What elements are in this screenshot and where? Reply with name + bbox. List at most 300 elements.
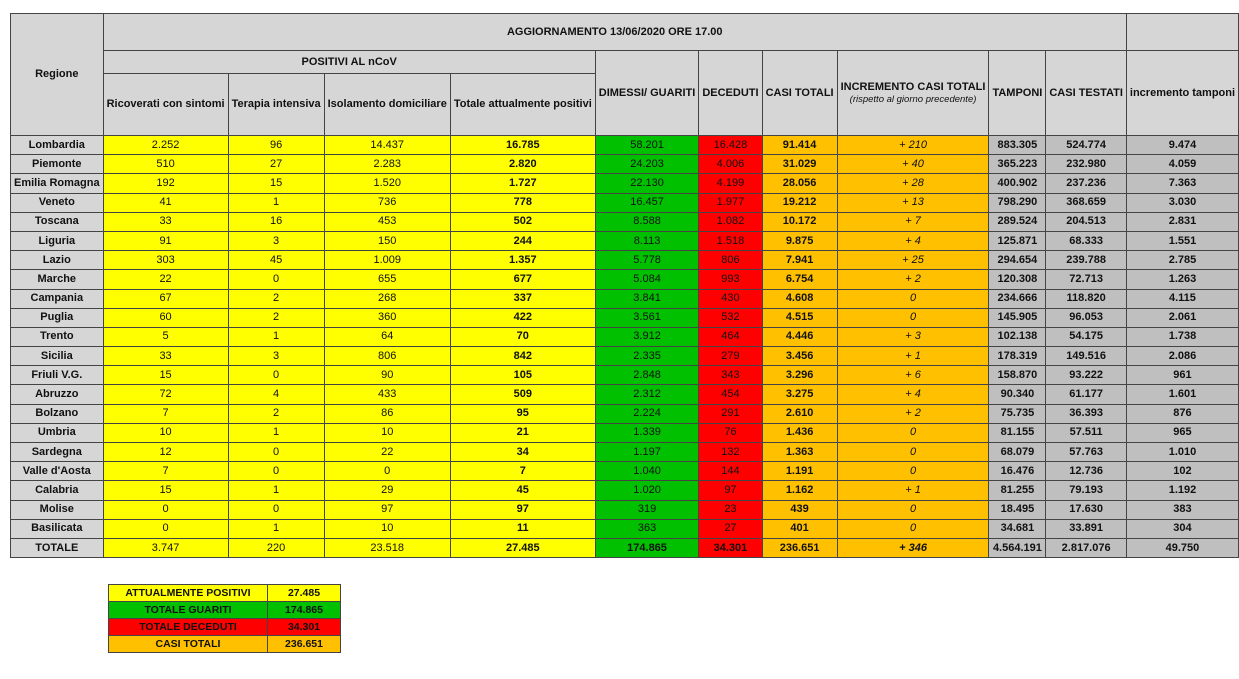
- cell-regione: Lazio: [11, 251, 104, 270]
- cell-ricoverati: 7: [103, 404, 228, 423]
- header-deceduti: DECEDUTI: [699, 51, 762, 136]
- cell-incremento-tamponi: 49.750: [1126, 538, 1238, 557]
- cell-tamponi: 81.255: [989, 481, 1046, 500]
- cell-deceduti: 343: [699, 366, 762, 385]
- cell-totale-positivi: 778: [450, 193, 595, 212]
- cell-casi-totali: 1.436: [762, 423, 837, 442]
- summary-legend: [108, 584, 341, 653]
- cell-incremento-tamponi: 4.059: [1126, 155, 1238, 174]
- cell-dimessi: 58.201: [595, 136, 699, 155]
- cell-isolamento: 736: [324, 193, 450, 212]
- cell-casi-testati: 368.659: [1046, 193, 1127, 212]
- cell-terapia: 27: [228, 155, 324, 174]
- cell-regione: Sicilia: [11, 347, 104, 366]
- cell-casi-testati: 68.333: [1046, 231, 1127, 250]
- cell-dimessi: 24.203: [595, 155, 699, 174]
- total-row: [11, 538, 1239, 557]
- cell-incremento: 0: [837, 289, 989, 308]
- cell-terapia: 0: [228, 270, 324, 289]
- cell-terapia: 16: [228, 212, 324, 231]
- table-row: [11, 347, 1239, 366]
- cell-deceduti: 4.199: [699, 174, 762, 193]
- cell-deceduti: 144: [699, 462, 762, 481]
- cell-ricoverati: 0: [103, 519, 228, 538]
- cell-casi-totali: 4.515: [762, 308, 837, 327]
- header-casi-testati: CASI TESTATI: [1046, 51, 1127, 136]
- cell-ricoverati: 303: [103, 251, 228, 270]
- cell-incremento: + 7: [837, 212, 989, 231]
- cell-casi-totali: 439: [762, 500, 837, 519]
- cell-incremento-tamponi: 1.263: [1126, 270, 1238, 289]
- cell-dimessi: 2.335: [595, 347, 699, 366]
- cell-casi-totali: 3.456: [762, 347, 837, 366]
- table-row: [11, 289, 1239, 308]
- cell-totale-positivi: 1.727: [450, 174, 595, 193]
- cell-dimessi: 1.197: [595, 443, 699, 462]
- cell-incremento: 0: [837, 308, 989, 327]
- cell-ricoverati: 15: [103, 366, 228, 385]
- cell-terapia: 15: [228, 174, 324, 193]
- cell-incremento-tamponi: 1.010: [1126, 443, 1238, 462]
- cell-casi-totali: 10.172: [762, 212, 837, 231]
- cell-terapia: 3: [228, 347, 324, 366]
- cell-ricoverati: 60: [103, 308, 228, 327]
- cell-tamponi: 883.305: [989, 136, 1046, 155]
- cell-incremento-tamponi: 965: [1126, 423, 1238, 442]
- table-row: [11, 212, 1239, 231]
- cell-casi-totali: 3.275: [762, 385, 837, 404]
- cell-terapia: 1: [228, 481, 324, 500]
- header-regione: Regione: [11, 14, 104, 136]
- cell-ricoverati: 192: [103, 174, 228, 193]
- cell-totale-positivi: 27.485: [450, 538, 595, 557]
- cell-deceduti: 430: [699, 289, 762, 308]
- cell-casi-totali: 3.296: [762, 366, 837, 385]
- cell-casi-testati: 36.393: [1046, 404, 1127, 423]
- cell-dimessi: 2.312: [595, 385, 699, 404]
- legend-label: CASI TOTALI: [109, 636, 268, 653]
- cell-ricoverati: 0: [103, 500, 228, 519]
- cell-casi-testati: 33.891: [1046, 519, 1127, 538]
- cell-dimessi: 1.339: [595, 423, 699, 442]
- cell-regione: Lombardia: [11, 136, 104, 155]
- cell-tamponi: 4.564.191: [989, 538, 1046, 557]
- cell-tamponi: 75.735: [989, 404, 1046, 423]
- cell-isolamento: 453: [324, 212, 450, 231]
- cell-incremento: 0: [837, 519, 989, 538]
- cell-casi-totali: 401: [762, 519, 837, 538]
- cell-deceduti: 454: [699, 385, 762, 404]
- cell-isolamento: 268: [324, 289, 450, 308]
- cell-dimessi: 174.865: [595, 538, 699, 557]
- cell-tamponi: 798.290: [989, 193, 1046, 212]
- cell-isolamento: 29: [324, 481, 450, 500]
- cell-regione: Friuli V.G.: [11, 366, 104, 385]
- cell-ricoverati: 22: [103, 270, 228, 289]
- cell-tamponi: 158.870: [989, 366, 1046, 385]
- cell-totale-positivi: 422: [450, 308, 595, 327]
- cell-terapia: 4: [228, 385, 324, 404]
- table-row: [11, 519, 1239, 538]
- legend-label: ATTUALMENTE POSITIVI: [109, 585, 268, 602]
- cell-regione: Marche: [11, 270, 104, 289]
- cell-totale-positivi: 11: [450, 519, 595, 538]
- cell-dimessi: 22.130: [595, 174, 699, 193]
- cell-dimessi: 8.113: [595, 231, 699, 250]
- cell-terapia: 0: [228, 500, 324, 519]
- cell-incremento-tamponi: 2.086: [1126, 347, 1238, 366]
- cell-regione: Umbria: [11, 423, 104, 442]
- cell-isolamento: 655: [324, 270, 450, 289]
- table-row: [11, 404, 1239, 423]
- cell-deceduti: 97: [699, 481, 762, 500]
- cell-casi-totali: 6.754: [762, 270, 837, 289]
- table-body: [11, 136, 1239, 558]
- header-tamponi: TAMPONI: [989, 51, 1046, 136]
- cell-deceduti: 4.006: [699, 155, 762, 174]
- cell-dimessi: 2.848: [595, 366, 699, 385]
- cell-dimessi: 319: [595, 500, 699, 519]
- cell-tamponi: 145.905: [989, 308, 1046, 327]
- cell-incremento: 0: [837, 462, 989, 481]
- cell-regione: Liguria: [11, 231, 104, 250]
- cell-totale-positivi: 337: [450, 289, 595, 308]
- cell-deceduti: 1.977: [699, 193, 762, 212]
- cell-casi-totali: 236.651: [762, 538, 837, 557]
- cell-incremento-tamponi: 1.601: [1126, 385, 1238, 404]
- cell-dimessi: 16.457: [595, 193, 699, 212]
- cell-terapia: 0: [228, 462, 324, 481]
- cell-totale-positivi: 502: [450, 212, 595, 231]
- cell-incremento-tamponi: 9.474: [1126, 136, 1238, 155]
- cell-regione: Calabria: [11, 481, 104, 500]
- cell-tamponi: 400.902: [989, 174, 1046, 193]
- cell-totale-positivi: 95: [450, 404, 595, 423]
- cell-dimessi: 1.020: [595, 481, 699, 500]
- cell-regione: Abruzzo: [11, 385, 104, 404]
- covid-report: [10, 13, 1239, 558]
- cell-casi-totali: 1.191: [762, 462, 837, 481]
- cell-ricoverati: 41: [103, 193, 228, 212]
- table-row: [11, 270, 1239, 289]
- cell-incremento-tamponi: 2.831: [1126, 212, 1238, 231]
- cell-dimessi: 2.224: [595, 404, 699, 423]
- cell-incremento-tamponi: 2.785: [1126, 251, 1238, 270]
- cell-deceduti: 806: [699, 251, 762, 270]
- cell-deceduti: 1.518: [699, 231, 762, 250]
- cell-terapia: 0: [228, 443, 324, 462]
- cell-incremento: + 13: [837, 193, 989, 212]
- cell-incremento-tamponi: 1.551: [1126, 231, 1238, 250]
- cell-isolamento: 22: [324, 443, 450, 462]
- cell-incremento-tamponi: 1.738: [1126, 327, 1238, 346]
- header-incremento-tamponi: incremento tamponi: [1126, 51, 1238, 136]
- cell-casi-testati: 239.788: [1046, 251, 1127, 270]
- cell-incremento: + 210: [837, 136, 989, 155]
- cell-deceduti: 1.082: [699, 212, 762, 231]
- cell-terapia: 1: [228, 193, 324, 212]
- table-row: [11, 136, 1239, 155]
- cell-casi-totali: 1.162: [762, 481, 837, 500]
- legend-value: 27.485: [268, 585, 341, 602]
- legend-label: TOTALE DECEDUTI: [109, 619, 268, 636]
- table-row: [11, 327, 1239, 346]
- table-row: [11, 443, 1239, 462]
- cell-isolamento: 64: [324, 327, 450, 346]
- cell-isolamento: 806: [324, 347, 450, 366]
- cell-terapia: 45: [228, 251, 324, 270]
- cell-incremento: + 1: [837, 481, 989, 500]
- cell-incremento-tamponi: 876: [1126, 404, 1238, 423]
- cell-dimessi: 363: [595, 519, 699, 538]
- header-incremento-label: INCREMENTO CASI TOTALI: [840, 81, 986, 93]
- cell-terapia: 0: [228, 366, 324, 385]
- cell-ricoverati: 15: [103, 481, 228, 500]
- cell-regione: Trento: [11, 327, 104, 346]
- cell-casi-testati: 72.713: [1046, 270, 1127, 289]
- cell-tamponi: 234.666: [989, 289, 1046, 308]
- cell-incremento: + 3: [837, 327, 989, 346]
- cell-totale-positivi: 97: [450, 500, 595, 519]
- cell-deceduti: 464: [699, 327, 762, 346]
- cell-totale-positivi: 509: [450, 385, 595, 404]
- cell-casi-testati: 54.175: [1046, 327, 1127, 346]
- cell-regione: Valle d'Aosta: [11, 462, 104, 481]
- table-row: [11, 251, 1239, 270]
- legend-row: [109, 602, 341, 619]
- cell-tamponi: 125.871: [989, 231, 1046, 250]
- table-row: [11, 462, 1239, 481]
- table-row: [11, 366, 1239, 385]
- cell-isolamento: 433: [324, 385, 450, 404]
- cell-deceduti: 27: [699, 519, 762, 538]
- cell-casi-totali: 91.414: [762, 136, 837, 155]
- cell-ricoverati: 10: [103, 423, 228, 442]
- cell-deceduti: 34.301: [699, 538, 762, 557]
- cell-incremento: + 6: [837, 366, 989, 385]
- cell-casi-testati: 149.516: [1046, 347, 1127, 366]
- cell-regione: Emilia Romagna: [11, 174, 104, 193]
- cell-tamponi: 16.476: [989, 462, 1046, 481]
- legend-row: [109, 636, 341, 653]
- cell-incremento-tamponi: 961: [1126, 366, 1238, 385]
- table-row: [11, 308, 1239, 327]
- cell-ricoverati: 33: [103, 347, 228, 366]
- cell-deceduti: 76: [699, 423, 762, 442]
- cell-isolamento: 1.520: [324, 174, 450, 193]
- cell-incremento: + 4: [837, 385, 989, 404]
- header-terapia: Terapia intensiva: [228, 74, 324, 136]
- cell-dimessi: 8.588: [595, 212, 699, 231]
- table-row: [11, 231, 1239, 250]
- cell-ricoverati: 91: [103, 231, 228, 250]
- cell-deceduti: 993: [699, 270, 762, 289]
- cell-isolamento: 14.437: [324, 136, 450, 155]
- cell-casi-testati: 524.774: [1046, 136, 1127, 155]
- cell-regione: TOTALE: [11, 538, 104, 557]
- cell-tamponi: 34.681: [989, 519, 1046, 538]
- cell-dimessi: 3.912: [595, 327, 699, 346]
- cell-tamponi: 289.524: [989, 212, 1046, 231]
- cell-isolamento: 10: [324, 519, 450, 538]
- cell-incremento: 0: [837, 500, 989, 519]
- cell-terapia: 1: [228, 423, 324, 442]
- cell-ricoverati: 7: [103, 462, 228, 481]
- cell-terapia: 2: [228, 308, 324, 327]
- cell-totale-positivi: 677: [450, 270, 595, 289]
- legend-row: [109, 585, 341, 602]
- cell-incremento: + 40: [837, 155, 989, 174]
- cell-incremento: 0: [837, 423, 989, 442]
- cell-isolamento: 360: [324, 308, 450, 327]
- header-blank: [1126, 14, 1238, 51]
- cell-regione: Molise: [11, 500, 104, 519]
- cell-terapia: 3: [228, 231, 324, 250]
- header-totale-positivi: Totale attualmente positivi: [450, 74, 595, 136]
- legend-value: 34.301: [268, 619, 341, 636]
- cell-totale-positivi: 16.785: [450, 136, 595, 155]
- regional-data-table: [10, 13, 1239, 558]
- cell-totale-positivi: 70: [450, 327, 595, 346]
- cell-totale-positivi: 1.357: [450, 251, 595, 270]
- cell-isolamento: 2.283: [324, 155, 450, 174]
- cell-regione: Toscana: [11, 212, 104, 231]
- cell-tamponi: 68.079: [989, 443, 1046, 462]
- cell-dimessi: 1.040: [595, 462, 699, 481]
- cell-regione: Campania: [11, 289, 104, 308]
- cell-isolamento: 86: [324, 404, 450, 423]
- cell-terapia: 96: [228, 136, 324, 155]
- cell-casi-totali: 1.363: [762, 443, 837, 462]
- cell-dimessi: 5.778: [595, 251, 699, 270]
- cell-dimessi: 5.084: [595, 270, 699, 289]
- cell-incremento: + 346: [837, 538, 989, 557]
- cell-incremento: + 28: [837, 174, 989, 193]
- cell-casi-totali: 4.446: [762, 327, 837, 346]
- cell-tamponi: 102.138: [989, 327, 1046, 346]
- cell-incremento: + 2: [837, 404, 989, 423]
- cell-casi-testati: 237.236: [1046, 174, 1127, 193]
- table-row: [11, 481, 1239, 500]
- cell-dimessi: 3.841: [595, 289, 699, 308]
- cell-casi-totali: 19.212: [762, 193, 837, 212]
- cell-incremento-tamponi: 7.363: [1126, 174, 1238, 193]
- cell-totale-positivi: 7: [450, 462, 595, 481]
- cell-tamponi: 18.495: [989, 500, 1046, 519]
- cell-casi-testati: 57.763: [1046, 443, 1127, 462]
- cell-regione: Veneto: [11, 193, 104, 212]
- table-row: [11, 174, 1239, 193]
- table-row: [11, 155, 1239, 174]
- cell-deceduti: 132: [699, 443, 762, 462]
- cell-incremento-tamponi: 1.192: [1126, 481, 1238, 500]
- cell-totale-positivi: 842: [450, 347, 595, 366]
- cell-regione: Bolzano: [11, 404, 104, 423]
- cell-ricoverati: 510: [103, 155, 228, 174]
- cell-incremento: + 4: [837, 231, 989, 250]
- cell-isolamento: 150: [324, 231, 450, 250]
- cell-incremento-tamponi: 2.061: [1126, 308, 1238, 327]
- cell-ricoverati: 33: [103, 212, 228, 231]
- cell-tamponi: 365.223: [989, 155, 1046, 174]
- cell-isolamento: 23.518: [324, 538, 450, 557]
- cell-incremento: 0: [837, 443, 989, 462]
- report-title: AGGIORNAMENTO 13/06/2020 ORE 17.00: [103, 14, 1126, 51]
- cell-casi-testati: 17.630: [1046, 500, 1127, 519]
- cell-isolamento: 10: [324, 423, 450, 442]
- cell-casi-testati: 79.193: [1046, 481, 1127, 500]
- legend-value: 236.651: [268, 636, 341, 653]
- cell-deceduti: 16.428: [699, 136, 762, 155]
- cell-isolamento: 0: [324, 462, 450, 481]
- cell-isolamento: 90: [324, 366, 450, 385]
- table-row: [11, 193, 1239, 212]
- cell-totale-positivi: 244: [450, 231, 595, 250]
- cell-terapia: 2: [228, 404, 324, 423]
- cell-incremento: + 25: [837, 251, 989, 270]
- cell-incremento-tamponi: 3.030: [1126, 193, 1238, 212]
- cell-incremento: + 1: [837, 347, 989, 366]
- cell-tamponi: 294.654: [989, 251, 1046, 270]
- cell-casi-testati: 232.980: [1046, 155, 1127, 174]
- legend-row: [109, 619, 341, 636]
- header-casi-totali: CASI TOTALI: [762, 51, 837, 136]
- cell-terapia: 1: [228, 327, 324, 346]
- table-row: [11, 500, 1239, 519]
- cell-totale-positivi: 2.820: [450, 155, 595, 174]
- header-incremento-note: (rispetto al giorno precedente): [849, 94, 977, 105]
- cell-incremento-tamponi: 383: [1126, 500, 1238, 519]
- cell-casi-testati: 93.222: [1046, 366, 1127, 385]
- cell-ricoverati: 5: [103, 327, 228, 346]
- cell-tamponi: 90.340: [989, 385, 1046, 404]
- header-dimessi: DIMESSI/ GUARITI: [595, 51, 699, 136]
- cell-casi-totali: 9.875: [762, 231, 837, 250]
- cell-tamponi: 178.319: [989, 347, 1046, 366]
- cell-incremento-tamponi: 4.115: [1126, 289, 1238, 308]
- cell-regione: Puglia: [11, 308, 104, 327]
- table-row: [11, 385, 1239, 404]
- cell-casi-totali: 4.608: [762, 289, 837, 308]
- cell-totale-positivi: 105: [450, 366, 595, 385]
- cell-casi-testati: 12.736: [1046, 462, 1127, 481]
- header-isolamento: Isolamento domiciliare: [324, 74, 450, 136]
- cell-incremento-tamponi: 102: [1126, 462, 1238, 481]
- cell-casi-testati: 118.820: [1046, 289, 1127, 308]
- cell-casi-testati: 204.513: [1046, 212, 1127, 231]
- cell-deceduti: 532: [699, 308, 762, 327]
- cell-dimessi: 3.561: [595, 308, 699, 327]
- cell-casi-testati: 57.511: [1046, 423, 1127, 442]
- cell-isolamento: 1.009: [324, 251, 450, 270]
- cell-regione: Piemonte: [11, 155, 104, 174]
- cell-terapia: 220: [228, 538, 324, 557]
- cell-casi-testati: 96.053: [1046, 308, 1127, 327]
- cell-casi-testati: 2.817.076: [1046, 538, 1127, 557]
- cell-terapia: 2: [228, 289, 324, 308]
- cell-ricoverati: 72: [103, 385, 228, 404]
- cell-deceduti: 291: [699, 404, 762, 423]
- cell-ricoverati: 3.747: [103, 538, 228, 557]
- cell-isolamento: 97: [324, 500, 450, 519]
- cell-regione: Basilicata: [11, 519, 104, 538]
- cell-incremento-tamponi: 304: [1126, 519, 1238, 538]
- header-positivi-group: POSITIVI AL nCoV: [103, 51, 595, 74]
- cell-incremento: + 2: [837, 270, 989, 289]
- header-incremento: [837, 51, 989, 136]
- header-ricoverati: Ricoverati con sintomi: [103, 74, 228, 136]
- cell-terapia: 1: [228, 519, 324, 538]
